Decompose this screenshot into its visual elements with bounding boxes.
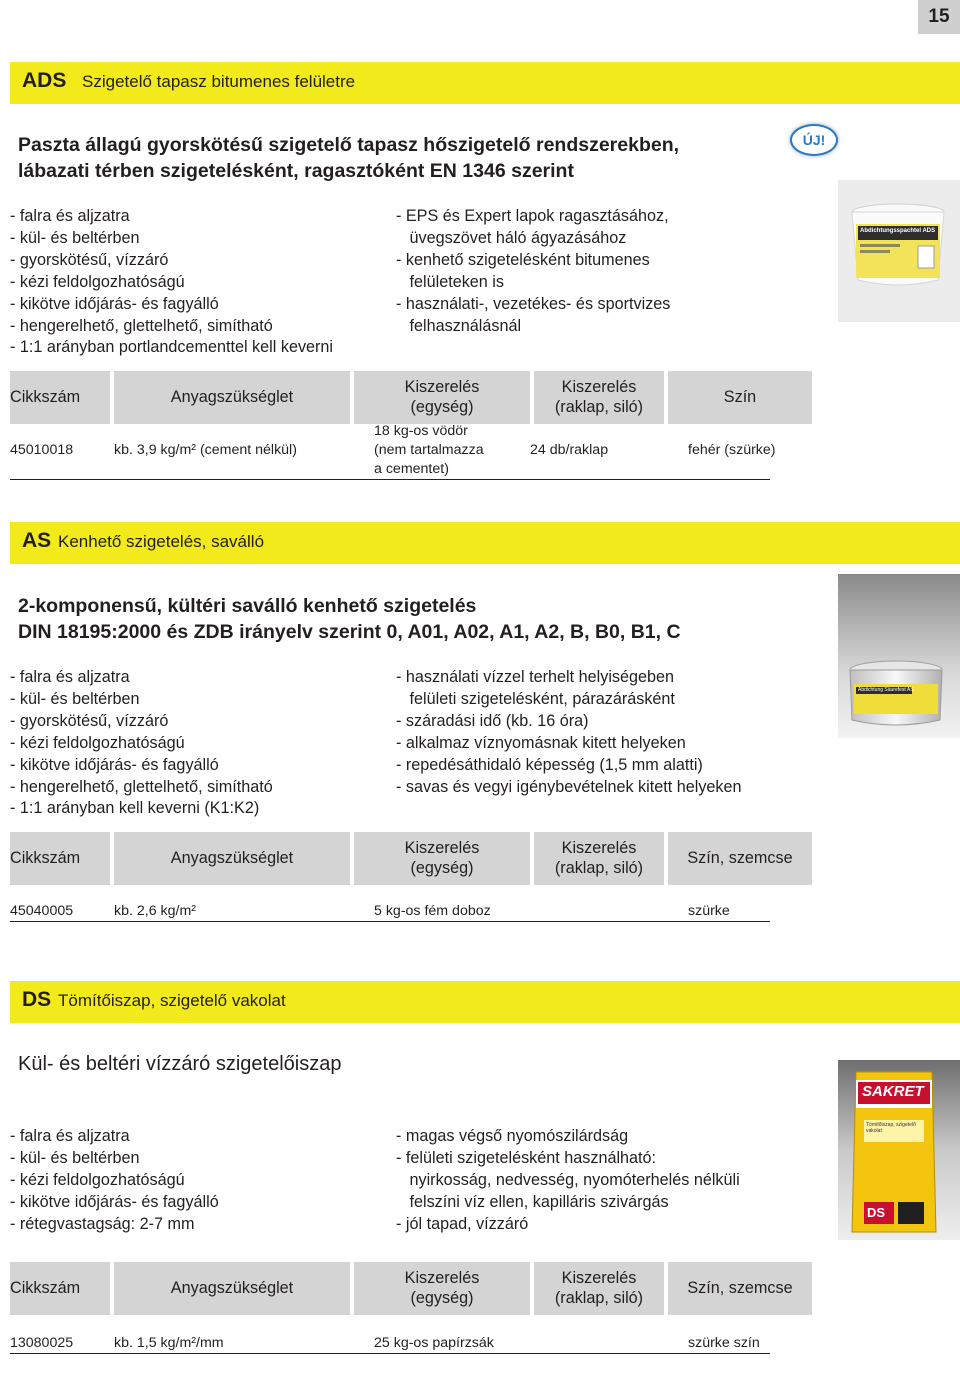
section-code: DS <box>22 988 52 1011</box>
product-photo-ads <box>838 180 960 322</box>
cell-color: szürke szín <box>688 1335 760 1351</box>
product-label: Abdichtung Säurefest AS <box>858 687 914 693</box>
col-header-consumption: Anyagszükséglet <box>170 1279 294 1297</box>
feature-list-left: - falra és aljzatra - kül- és beltérben - gyorskötésű, vízzáró - kézi feldolgozhatóságú - kikötve időjárás- és fagyálló - hengerelhető, glettelhető, simítható - 1:1 arányban kell keverni (K1:K2) <box>10 668 273 818</box>
cell-color: fehér (szürke) <box>688 442 776 458</box>
section-code: AS <box>22 529 52 552</box>
bucket-image <box>838 180 960 322</box>
col-header-color: Szín, szemcse <box>687 1279 793 1297</box>
section-band-as <box>10 522 960 564</box>
section-title: Szigetelő tapasz bitumenes felületre <box>82 72 356 91</box>
col-header-pallet: Kiszerelés (raklap, siló) <box>554 839 644 877</box>
cell-unit: 5 kg-os fém doboz <box>374 903 491 919</box>
product-label: Tömítőiszap, szigetelő vakolat <box>866 1122 916 1134</box>
product-photo-ds <box>838 1060 960 1240</box>
product-code-badge: DS <box>867 1205 886 1220</box>
cell-code: 45010018 <box>10 442 74 458</box>
product-heading <box>18 593 681 645</box>
section-title: Kenhető szigetelés, saválló <box>58 532 265 551</box>
brand-logo: SAKRET <box>862 1083 924 1100</box>
col-header-consumption: Anyagszükséglet <box>170 849 294 867</box>
feature-list-right: - használati vízzel terhelt helyiségeben felületi szigetelésként, párazárásként - száradási idő (kb. 16 óra) - alkalmaz víznyomásnak kitett helyeken - repedésáthidaló képesség (1,5 mm alatti) - savas és vegyi igénybevételnek kitett helyeken <box>396 668 742 796</box>
cell-consumption: kb. 3,9 kg/m² (cement nélkül) <box>114 442 297 458</box>
col-header-consumption: Anyagszükséglet <box>170 388 294 406</box>
heading-line: Kül- és beltéri vízzáró szigetelőiszap <box>18 1053 342 1075</box>
feature-list-left: - falra és aljzatra - kül- és beltérben - kézi feldolgozhatóságú - kikötve időjárás- és fagyálló - rétegvastagság: 2-7 mm <box>10 1127 219 1233</box>
row-divider <box>10 1353 770 1354</box>
section-band-ds <box>10 981 960 1023</box>
cell-code: 45040005 <box>10 903 74 919</box>
product-label: Abdichtungsspachtel ADS <box>860 228 936 234</box>
col-header-color: Szín, szemcse <box>687 849 793 867</box>
cell-code: 13080025 <box>10 1335 74 1351</box>
col-header-color: Szín <box>723 388 757 406</box>
new-badge: ÚJ! <box>790 124 838 156</box>
section-title: Tömítőiszap, szigetelő vakolat <box>58 991 286 1010</box>
product-photo-as <box>838 574 960 738</box>
section-code: ADS <box>22 69 67 92</box>
col-header-unit: Kiszerelés (egység) <box>404 378 480 416</box>
col-header-pallet: Kiszerelés (raklap, siló) <box>554 1269 644 1307</box>
col-header-code: Cikkszám <box>10 849 81 867</box>
col-header-code: Cikkszám <box>10 1279 81 1297</box>
cell-color: szürke <box>688 903 730 919</box>
cell-consumption: kb. 2,6 kg/m² <box>114 903 197 919</box>
product-heading <box>18 1051 341 1077</box>
col-header-unit: Kiszerelés (egység) <box>404 839 480 877</box>
heading-line: 2-komponensű, kültéri saválló kenhető szigetelés <box>18 595 477 617</box>
col-header-unit: Kiszerelés (egység) <box>404 1269 480 1307</box>
page-number: 15 <box>928 6 950 27</box>
col-header-pallet: Kiszerelés (raklap, siló) <box>554 378 644 416</box>
section-band-ads <box>10 62 960 104</box>
heading-line: DIN 18195:2000 és ZDB irányelv szerint 0, A01, A02, A1, A2, B, B0, B1, C <box>18 621 681 643</box>
heading-line: lábazati térben szigetelésként, ragasztóként EN 1346 szerint <box>18 160 574 182</box>
cell-unit: 18 kg-os vödör (nem tartalmazza a cementet) <box>374 423 484 477</box>
heading-line: Paszta állagú gyorskötésű szigetelő tapasz hőszigetelő rendszerekben, <box>18 134 680 156</box>
cell-pallet: 24 db/raklap <box>530 442 609 458</box>
cell-unit: 25 kg-os papírzsák <box>374 1335 494 1351</box>
col-header-code: Cikkszám <box>10 388 81 406</box>
row-divider <box>10 479 770 480</box>
row-divider <box>10 921 770 922</box>
feature-list-left: - falra és aljzatra - kül- és beltérben - gyorskötésű, vízzáró - kézi feldolgozhatóságú - kikötve időjárás- és fagyálló - hengerelhető, glettelhető, simítható - 1:1 arányban portlandcementtel kell keverni <box>10 207 334 357</box>
product-heading <box>18 132 679 184</box>
can-image <box>838 574 960 738</box>
feature-list-right: - magas végső nyomószilárdság - felületi szigetelésként használható: nyirkosság, nedvesség, nyomóterhelés nélküli felszíni víz ellen, kapilláris szivárgás - jól tapad, vízzáró <box>396 1127 740 1233</box>
feature-list-right: - EPS és Expert lapok ragasztásához, üvegszövet háló ágyazásához - kenhető szigetelésként bitumenes felületeken is - használati-, vezetékes- és sportvizes felhasználásnál <box>396 207 671 335</box>
cell-consumption: kb. 1,5 kg/m²/mm <box>114 1335 224 1351</box>
